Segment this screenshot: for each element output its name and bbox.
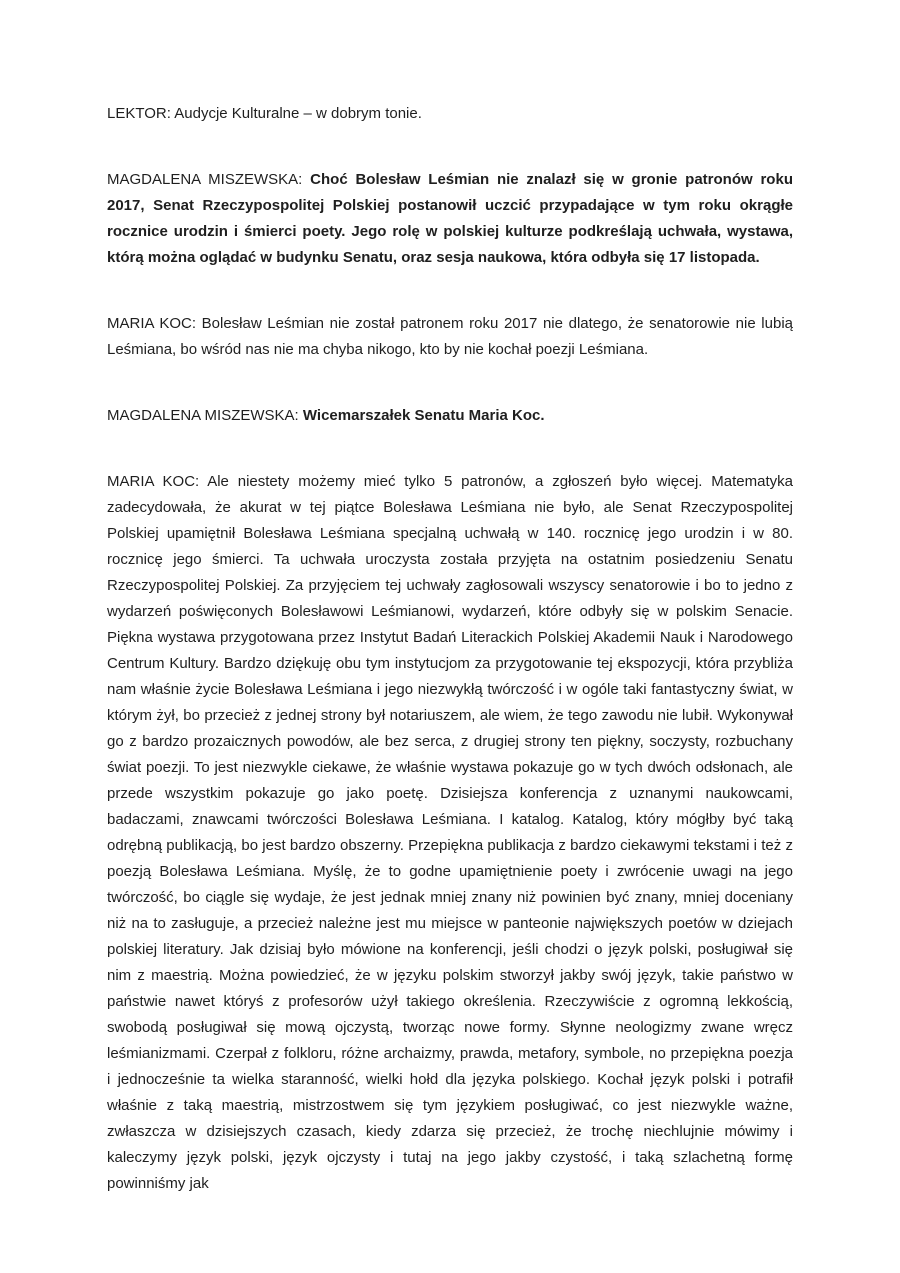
- speaker-label: MAGDALENA MISZEWSKA:: [107, 171, 303, 188]
- speaker-label: LEKTOR:: [107, 105, 171, 122]
- paragraph-koc-long-statement: [107, 469, 793, 1197]
- paragraph-miszewska-intro: [107, 167, 793, 271]
- paragraph-koc-short: [107, 311, 793, 363]
- speech-text: Wicemarszałek Senatu Maria Koc.: [302, 407, 545, 424]
- speech-text: Audycje Kulturalne – w dobrym tonie.: [174, 105, 422, 122]
- speech-text: Choć Bolesław Leśmian nie znalazł się w gronie patronów roku 2017, Senat Rzeczypospolitej Polskiej postanowił uczcić przypadające w tym roku okrągłe rocznice urodzin i śmierci poety. Jego rolę w polskiej kulturze podkreślają uchwała, wystawa, którą można oglądać w budynku Senatu, oraz sesja naukowa, która odbyła się 17 listopada.: [107, 171, 793, 266]
- paragraph-miszewska-introduction-of-koc: [107, 403, 793, 429]
- speech-text: Ale niestety możemy mieć tylko 5 patronów, a zgłoszeń było więcej. Matematyka zadecydowała, że akurat w tej piątce Bolesława Leśmiana nie było, ale Senat Rzeczypospolitej Polskiej upamiętnił Bolesława Leśmiana specjalną uchwałą w 140. rocznicę jego urodzin i w 80. rocznicę jego śmierci. Ta uchwała uroczysta została przyjęta na ostatnim posiedzeniu Senatu Rzeczypospolitej Polskiej. Za przyjęciem tej uchwały zagłosowali wszyscy senatorowie i bo to jedno z wydarzeń poświęconych Bolesławowi Leśmianowi, wydarzeń, które odbyły się w polskim Senacie. Piękna wystawa przygotowana przez Instytut Badań Literackich Polskiej Akademii Nauk i Narodowego Centrum Kultury. Bardzo dziękuję obu tym instytucjom za przygotowanie tej ekspozycji, która przybliża nam właśnie życie Bolesława Leśmiana i jego niezwykłą twórczość i w ogóle taki fantastyczny świat, w którym żył, bo przecież z jednej strony był notariuszem, ale wiem, że tego zawodu nie lubił. Wykonywał go z bardzo prozaicznych powodów, ale bez serca, z drugiej strony ten piękny, soczysty, rozbuchany świat poezji. To jest niezwykle ciekawe, że właśnie wystawa pokazuje go w tych dwóch odsłonach, ale przede wszystkim pokazuje go jako poetę. Dzisiejsza konferencja z uznanymi naukowcami, badaczami, znawcami twórczości Bolesława Leśmiana. I katalog. Katalog, który mógłby być taką odrębną publikacją, bo jest bardzo obszerny. Przepiękna publikacja z bardzo ciekawymi tekstami i też z poezją Bolesława Leśmiana. Myślę, że to godne upamiętnienie poety i zwrócenie uwagi na jego twórczość, bo ciągle się wydaje, że jest jednak mniej znany niż powinien być znany, mniej doceniany niż na to zasługuje, a przecież należne jest mu miejsce w panteonie największych poetów w dziejach polskiej literatury. Jak dzisiaj było mówione na konferencji, jeśli chodzi o język polski, posługiwał się nim z maestrią. Można powiedzieć, że w języku polskim stworzył jakby swój język, takie państwo w państwie nawet któryś z profesorów użył takiego określenia. Rzeczywiście z ogromną lekkością, swobodą posługiwał się mową ojczystą, tworząc nowe formy. Słynne neologizmy zwane wręcz leśmianizmami. Czerpał z folkloru, różne archaizmy, prawda, metafory, symbole, no przepiękna poezja i jednocześnie ta wielka staranność, wielki hołd dla języka polskiego. Kochał język polski i potrafił właśnie z taką maestrią, mistrzostwem się tym językiem posługiwać, co jest niezwykle ważne, zwłaszcza w dzisiejszych czasach, kiedy zdarza się przecież, że trochę niechlujnie mówimy i kaleczymy język polski, język ojczysty i tutaj na jego jakby czystość, i taką szlachetną formę powinniśmy jak: [107, 473, 793, 1192]
- paragraph-lektor-intro: [107, 101, 793, 127]
- speaker-label: MARIA KOC:: [107, 473, 200, 490]
- speaker-label: MAGDALENA MISZEWSKA:: [107, 407, 299, 424]
- speaker-label: MARIA KOC:: [107, 315, 196, 332]
- speech-text: Bolesław Leśmian nie został patronem roku 2017 nie dlatego, że senatorowie nie lubią Leśmiana, bo wśród nas nie ma chyba nikogo, kto by nie kochał poezji Leśmiana.: [107, 315, 793, 358]
